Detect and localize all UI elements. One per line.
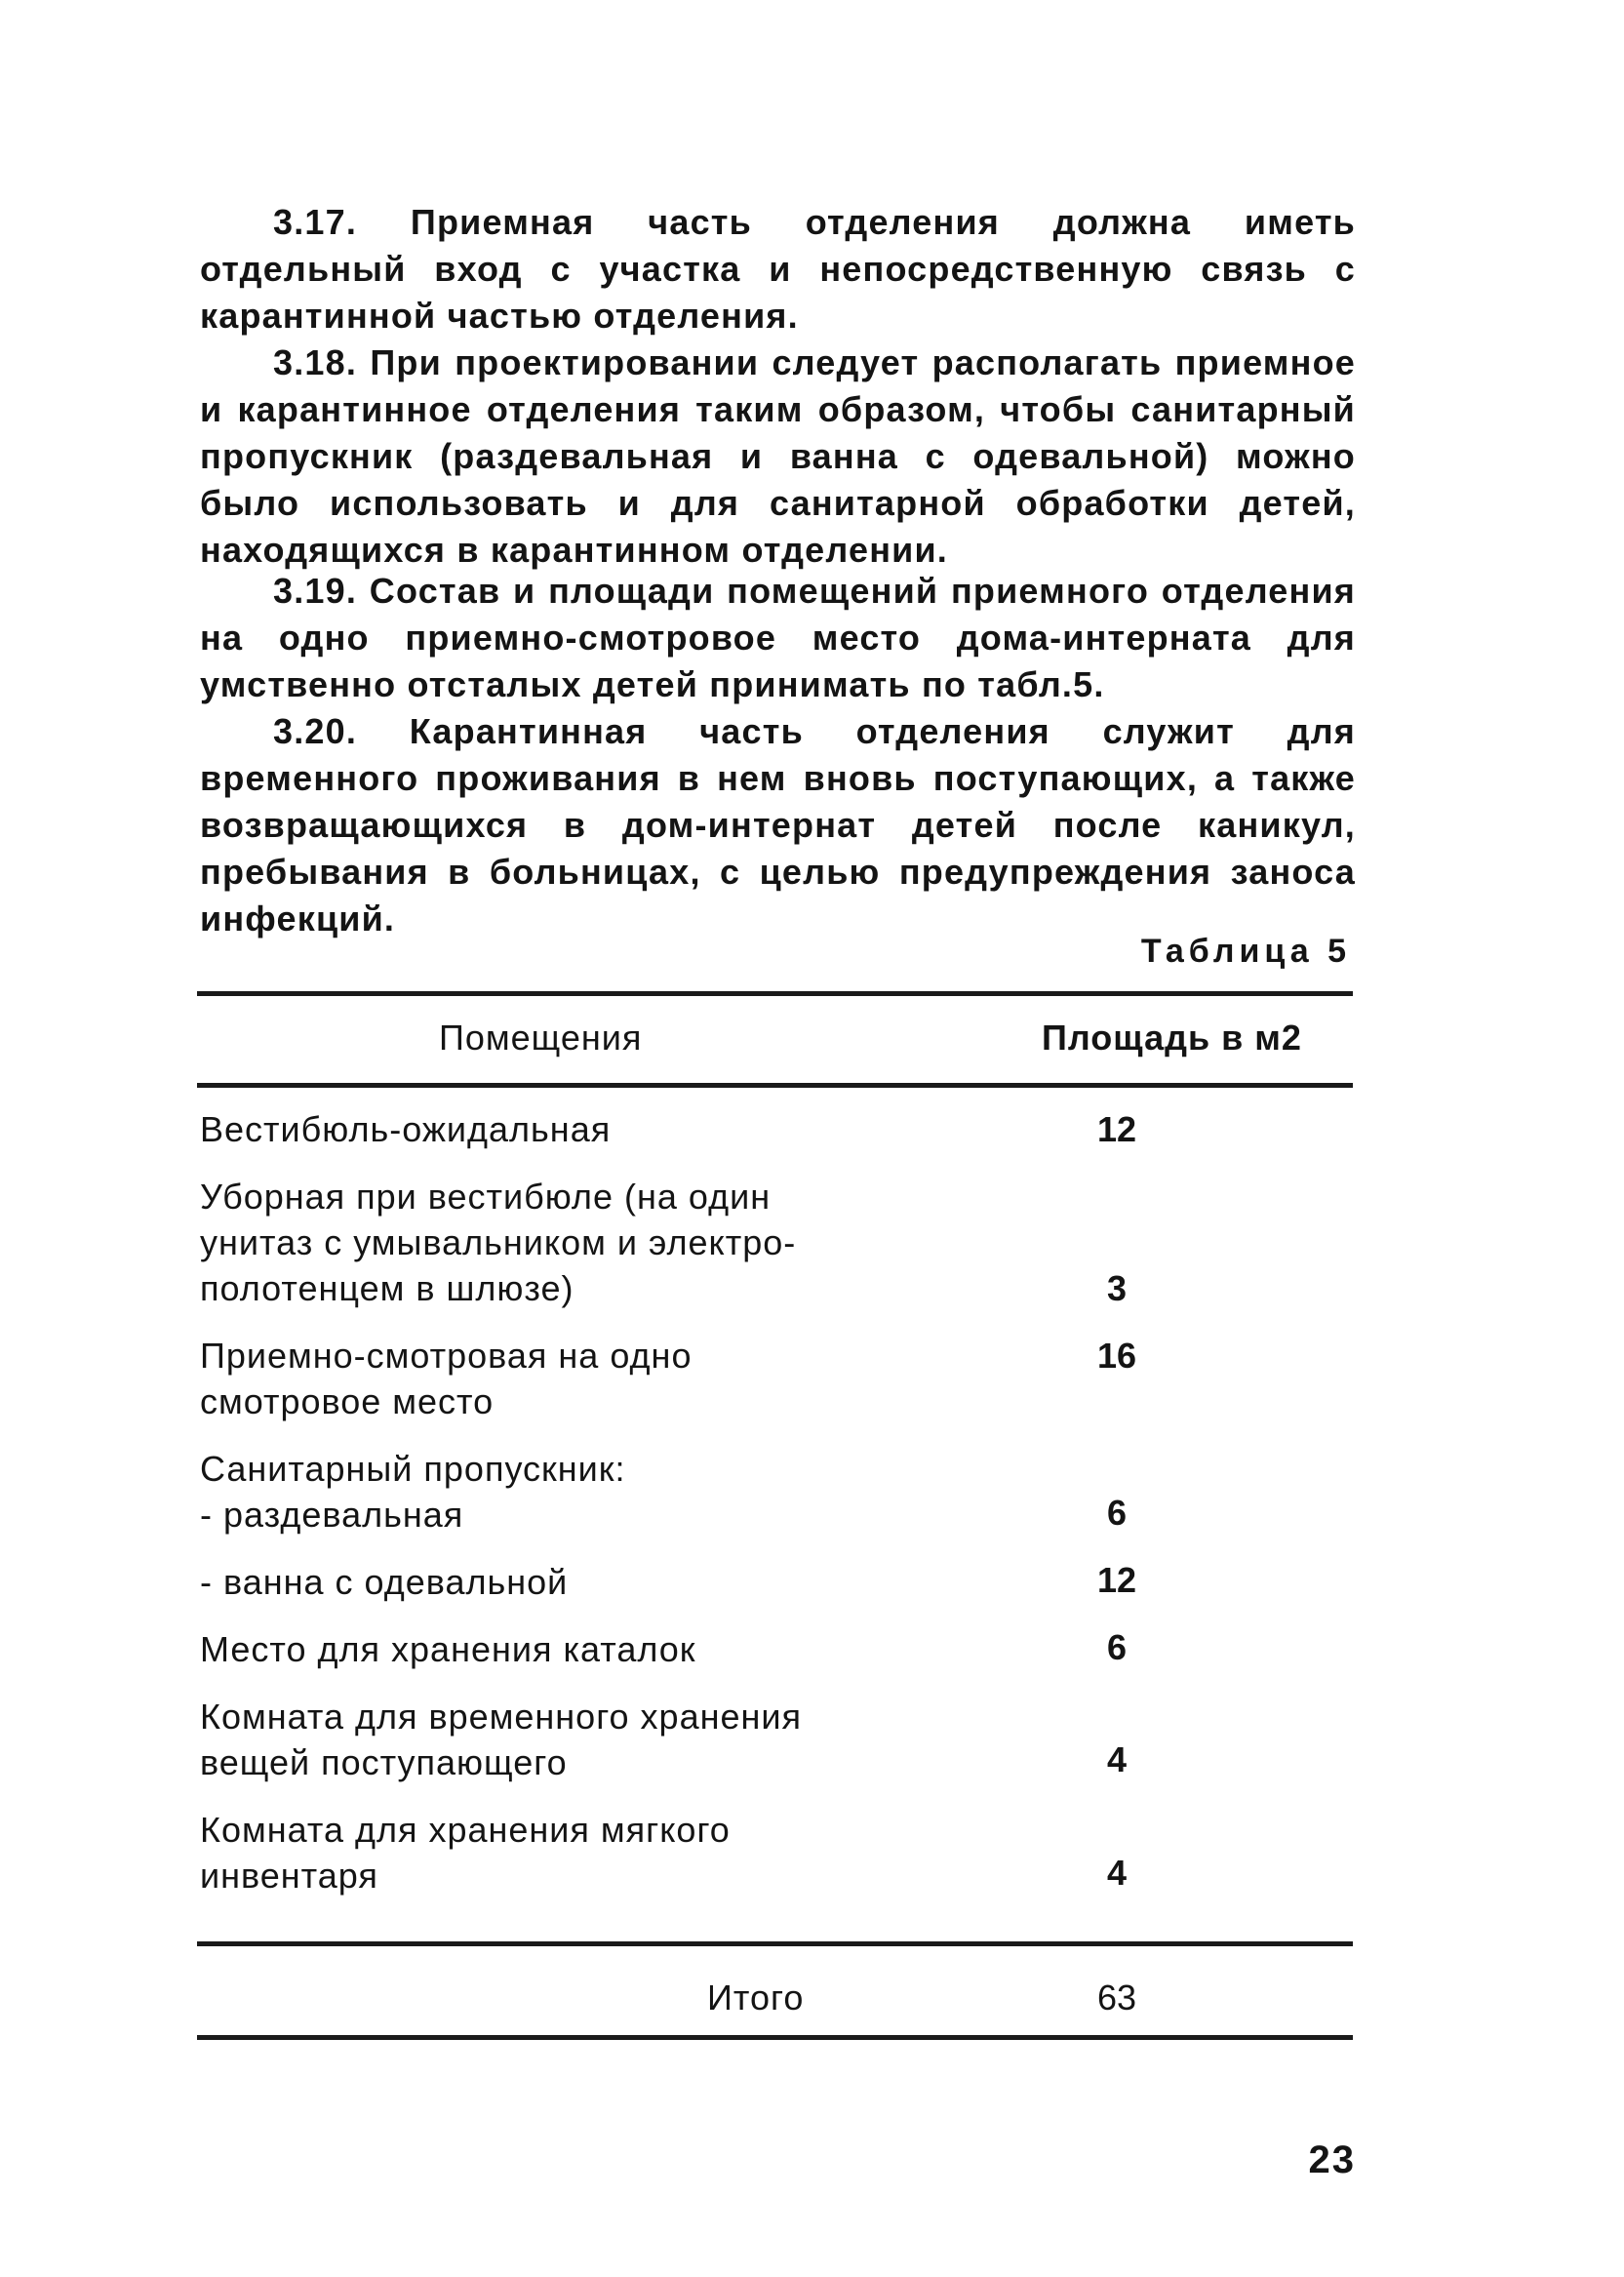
row-line: Вестибюль-ожидальная	[200, 1109, 612, 1149]
row-line: смотровое место	[200, 1381, 495, 1421]
paragraph-3-20: 3.20. Карантинная часть отделения служит для временного проживания в нем вновь поступающих, а также возвращающихся в дом-интернат детей после каникул, пребывания в больницах, с целью предупреждения заноса инфекций.	[200, 711, 1356, 939]
table-row-name	[200, 1694, 931, 1785]
table-row-value: 3	[1106, 1268, 1128, 1308]
total-value: 63	[1096, 1977, 1137, 2017]
table-row-value: 6	[1106, 1627, 1128, 1667]
table-row-value: 4	[1106, 1853, 1128, 1893]
row-line: - ванна с одевальной	[200, 1562, 569, 1602]
row-line: Комната для временного хранения	[200, 1697, 802, 1737]
row-line: - раздевальная	[200, 1495, 464, 1535]
paragraph-3-17: 3.17. Приемная часть отделения должна иметь отдельный вход с участка и непосредственную связь с карантинной частью отделения.	[200, 202, 1356, 336]
table-row-value: 12	[1096, 1109, 1137, 1149]
table-row-name	[200, 1333, 931, 1424]
row-line: вещей поступающего	[200, 1742, 568, 1782]
table-row-name	[200, 1174, 931, 1311]
header-area: Площадь в м2	[1042, 1018, 1302, 1058]
table-body-end-rule	[197, 1941, 1353, 1946]
table-row-name	[200, 1106, 931, 1152]
row-line: Комната для хранения мягкого	[200, 1810, 731, 1850]
table-header-rule	[197, 1083, 1353, 1088]
table-row-name	[200, 1492, 931, 1538]
table-row-name	[200, 1626, 931, 1672]
table-row-name	[200, 1559, 931, 1605]
header-rooms: Помещения	[439, 1018, 643, 1058]
total-label: Итого	[707, 1977, 805, 2017]
row-line: Уборная при вестибюле (на один	[200, 1177, 772, 1217]
paragraph-3-18: 3.18. При проектировании следует располагать приемное и карантинное отделения таким образом, чтобы санитарный пропускник (раздевальная и ванна с одевальной) можно было использовать и для санитарной обработки детей, находящихся в карантинном отделении.	[200, 342, 1356, 570]
table-row-value: 12	[1096, 1560, 1137, 1600]
table-row-name	[200, 1807, 931, 1898]
row-line: унитаз с умывальником и электро-	[200, 1222, 797, 1262]
row-line: Место для хранения каталок	[200, 1629, 696, 1669]
table-row-value: 16	[1096, 1336, 1137, 1376]
row-line: инвентаря	[200, 1856, 378, 1896]
page-number: 23	[1308, 2138, 1356, 2181]
table-row-name	[200, 1446, 931, 1492]
table-row-value: 4	[1106, 1739, 1128, 1779]
row-line: Санитарный пропускник:	[200, 1449, 626, 1489]
table-row-value: 6	[1106, 1493, 1128, 1533]
row-line: Приемно-смотровая на одно	[200, 1336, 693, 1376]
paragraph-3-19: 3.19. Состав и площади помещений приемного отделения на одно приемно-смотровое место дома-интерната для умственно отсталых детей принимать по табл.5.	[200, 571, 1356, 704]
row-line: полотенцем в шлюзе)	[200, 1268, 574, 1308]
table-top-rule	[197, 991, 1353, 996]
table-caption: Таблица 5	[1140, 933, 1351, 970]
table-bottom-rule	[197, 2035, 1353, 2040]
